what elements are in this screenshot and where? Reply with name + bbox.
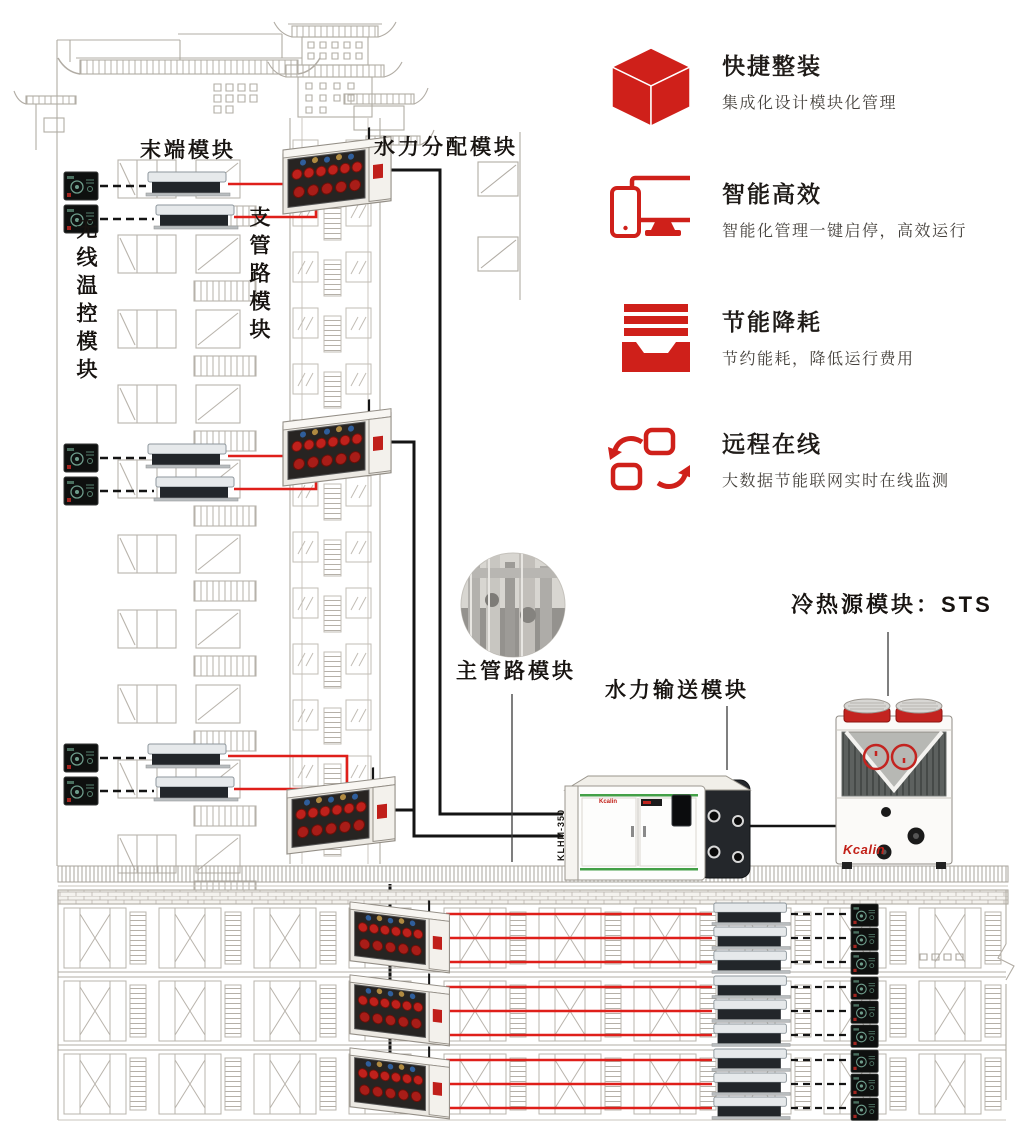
distribution-manifold-2 xyxy=(283,397,391,486)
label-hydraulic-distribution-module: 水力分配模块 xyxy=(374,136,518,159)
transport-unit-brand-text: Kcalin xyxy=(599,799,618,805)
label-main-pipe-module: 主管路模块 xyxy=(456,660,576,683)
label-hydraulic-transport-module: 水力输送模块 xyxy=(605,679,749,702)
cube-icon xyxy=(602,44,690,126)
feature-quick-assembly xyxy=(602,44,1028,126)
transport-unit-model-text: KLHM-350 xyxy=(556,809,566,862)
heat-pump-brand-text: Kcalin xyxy=(843,842,886,857)
label-terminal-module: 末端模块 xyxy=(140,139,236,162)
label-cold-heat-source-module: 冷热源模块：STS xyxy=(791,592,993,617)
feature-title: 节能降耗 xyxy=(722,309,822,335)
feature-energy-saving xyxy=(602,300,1028,382)
basement-red-pipes xyxy=(446,914,712,1108)
lattice-squares xyxy=(308,42,362,59)
feature-desc: 智能化管理一键启停，高效运行 xyxy=(722,223,968,240)
hydraulic-transport-unit xyxy=(565,776,750,880)
label-branch-pipe-module: 支管路模块 xyxy=(247,206,270,346)
feature-smart-efficient xyxy=(602,172,1028,254)
devices-icon xyxy=(602,172,690,254)
label-wireless-thermostat-module: 无线温控模块 xyxy=(74,218,97,386)
floor-group-3 xyxy=(64,744,238,805)
elevator-shaft xyxy=(290,118,380,864)
feature-desc: 大数据节能联网实时在线监测 xyxy=(722,473,950,490)
main-pipe-photo xyxy=(455,550,575,660)
sync-icon xyxy=(602,422,690,504)
inbox-icon xyxy=(602,300,690,382)
feature-remote-online xyxy=(602,422,1028,504)
feature-title: 远程在线 xyxy=(722,431,822,457)
feature-title: 智能高效 xyxy=(722,181,822,207)
floor-group-2 xyxy=(64,444,238,505)
feature-title: 快捷整装 xyxy=(722,53,822,79)
feature-desc: 集成化设计模块化管理 xyxy=(722,95,898,112)
feature-desc: 节约能耗，降低运行费用 xyxy=(722,351,915,368)
